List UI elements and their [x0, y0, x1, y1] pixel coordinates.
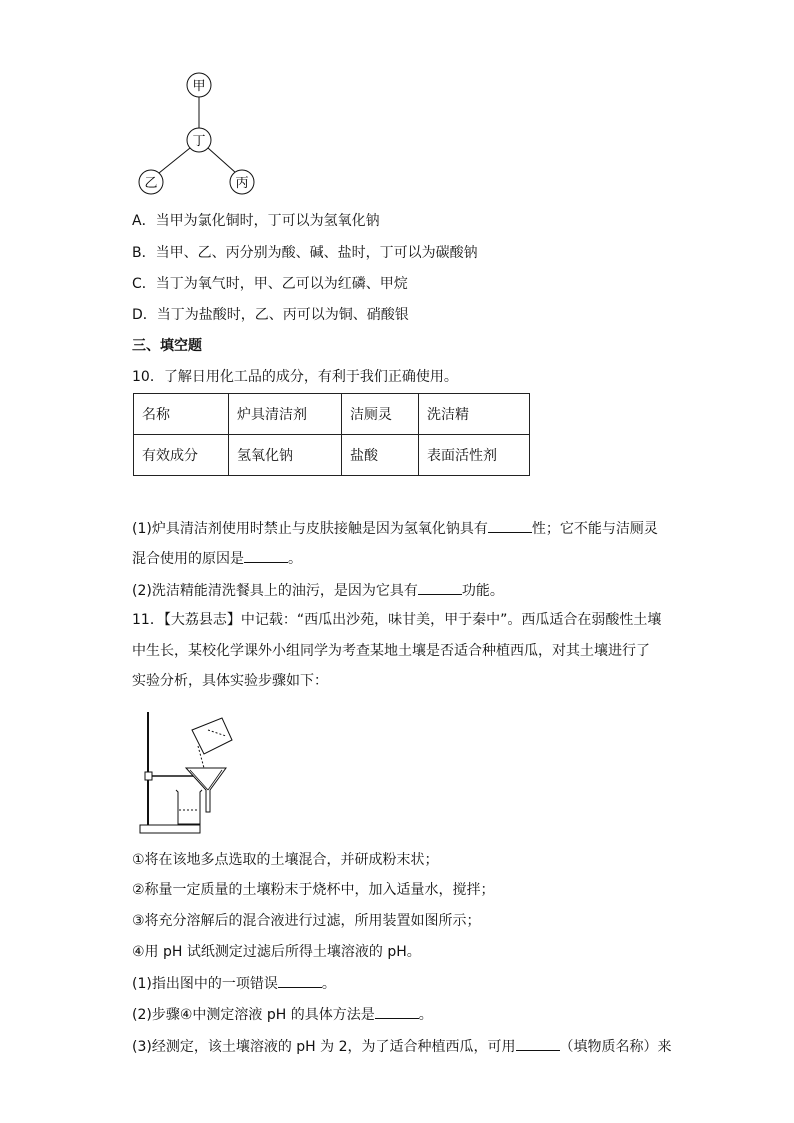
answer-blank[interactable] [278, 973, 322, 988]
table-cell: 炉具清洁剂 [229, 394, 342, 435]
table-cell: 洗洁精 [419, 394, 530, 435]
q11-step4: ④用 pH 试纸测定过滤后所得土壤溶液的 pH。 [132, 944, 421, 960]
table-cell: 氢氧化钠 [229, 435, 342, 476]
section-title: 三、填空题 [132, 338, 202, 354]
q11-sub3-text-b: （填物质名称）来 [559, 1039, 672, 1055]
link-left [159, 148, 190, 173]
table-cell: 表面活性剂 [419, 435, 530, 476]
q10-part1-line2 [132, 548, 302, 569]
q10-part1-text-c: 混合使用的原因是 [132, 551, 244, 567]
answer-blank[interactable] [375, 1004, 419, 1019]
table-cell: 名称 [134, 394, 229, 435]
product-table [133, 393, 530, 476]
answer-blank[interactable] [418, 580, 462, 595]
node-center-label: 丁 [192, 134, 206, 149]
node-left-label: 乙 [144, 176, 158, 191]
table-cell: 盐酸 [342, 435, 419, 476]
q10-stem: 10．了解日用化工品的成分，有利于我们正确使用。 [132, 369, 458, 385]
q11-step2: ②称量一定质量的土壤粉末于烧杯中，加入适量水，搅拌； [132, 882, 495, 898]
q10-part1-text-b: 性；它不能与洁厕灵 [531, 521, 658, 537]
node-top-label: 甲 [192, 79, 206, 94]
q11-sub1-text-b: 。 [321, 976, 336, 992]
q11-line3: 实验分析，具体实验步骤如下： [132, 673, 328, 689]
q11-sub3-text-a: (3)经测定，该土壤溶液的 pH 为 2，为了适合种植西瓜，可用 [132, 1039, 516, 1055]
q10-part1-text-d: 。 [288, 551, 302, 567]
q10-part2-text-a: (2)洗洁精能清洗餐具上的油污，是因为它具有 [132, 583, 418, 599]
q11-sub1 [132, 973, 336, 994]
stand-base [140, 825, 200, 833]
answer-blank[interactable] [488, 518, 532, 533]
answer-blank[interactable] [244, 548, 288, 563]
funnel [186, 768, 226, 812]
option-b: B．当甲、乙、丙分别为酸、碱、盐时，丁可以为碳酸钠 [132, 245, 478, 261]
q10-part1-text-a: (1)炉具清洁剂使用时禁止与皮肤接触是因为氢氧化钠具有 [132, 521, 488, 537]
q11-line2: 中生长，某校化学课外小组同学为考查某地土壤是否适合种植西瓜，对其土壤进行了 [132, 643, 650, 659]
receiving-beaker [176, 790, 202, 824]
filtration-apparatus-figure [138, 710, 250, 836]
q11-step1: ①将在该地多点选取的土壤混合，并研成粉末状； [132, 852, 439, 868]
clamp-knob [145, 772, 152, 780]
table-row [134, 394, 530, 435]
q11-sub2 [132, 1004, 433, 1025]
q11-sub3 [132, 1036, 672, 1057]
q10-part2 [132, 580, 504, 601]
q11-sub1-text-a: (1)指出图中的一项错误 [132, 976, 278, 992]
table-row [134, 435, 530, 476]
q11-step3: ③将充分溶解后的混合液进行过滤，所用装置如图所示； [132, 913, 481, 929]
table-cell: 洁厕灵 [342, 394, 419, 435]
option-d: D．当丁为盐酸时，乙、丙可以为铜、硝酸银 [132, 307, 409, 323]
relation-diagram [132, 68, 272, 198]
answer-blank[interactable] [516, 1036, 560, 1051]
q11-sub2-text-a: (2)步骤④中测定溶液 pH 的具体方法是 [132, 1007, 375, 1023]
node-right-label: 丙 [235, 176, 249, 191]
option-a: A．当甲为氯化铜时，丁可以为氢氧化钠 [132, 213, 380, 229]
option-c: C．当丁为氧气时，甲、乙可以为红磷、甲烷 [132, 276, 408, 292]
q10-part2-text-b: 功能。 [461, 583, 504, 599]
q11-line1: 11．【大荔县志】中记载：“西瓜出沙苑，味甘美，甲于秦中”。西瓜适合在弱酸性土壤 [132, 612, 662, 628]
q10-part1-line1 [132, 518, 658, 539]
q11-sub2-text-b: 。 [418, 1007, 433, 1023]
link-right [208, 148, 236, 173]
table-cell: 有效成分 [134, 435, 229, 476]
